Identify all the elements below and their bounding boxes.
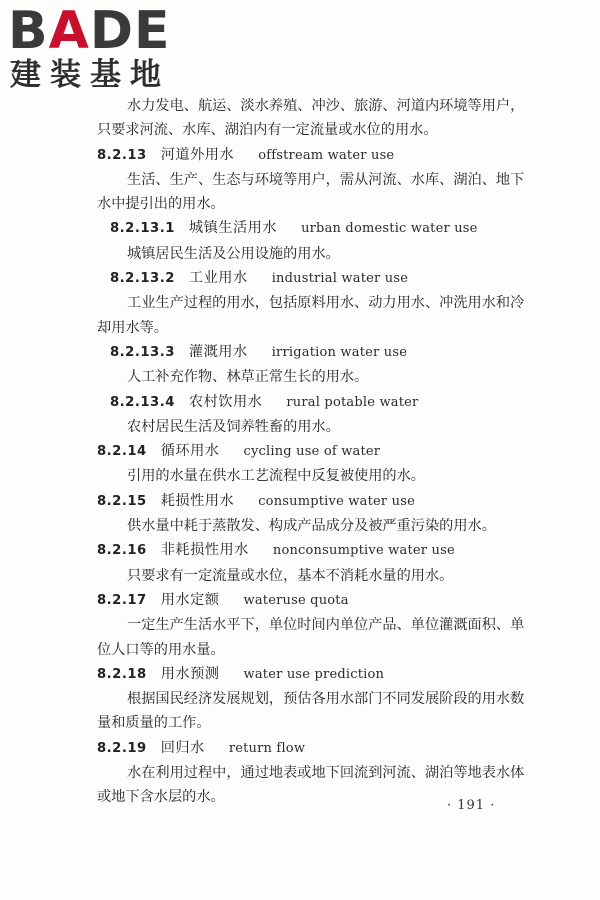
logo-chinese-name: 建装基地 bbox=[10, 57, 170, 93]
term-number: 8.2.13.3 bbox=[110, 344, 175, 360]
term-english: rural potable water bbox=[286, 394, 419, 410]
term-english: urban domestic water use bbox=[301, 221, 478, 237]
term-heading bbox=[97, 439, 527, 464]
term-chinese: 用水定额 bbox=[160, 591, 220, 608]
page-body bbox=[97, 94, 527, 810]
term-chinese: 河道外用水 bbox=[160, 146, 235, 163]
term-number: 8.2.13.4 bbox=[110, 394, 175, 410]
term-number: 8.2.13 bbox=[97, 147, 147, 163]
term-number: 8.2.15 bbox=[97, 493, 147, 509]
term-number: 8.2.18 bbox=[97, 666, 147, 682]
term-number: 8.2.13.1 bbox=[110, 221, 175, 237]
term-heading bbox=[97, 588, 527, 613]
term-chinese: 回归水 bbox=[160, 739, 205, 756]
term-chinese: 用水预测 bbox=[160, 665, 220, 682]
definition-paragraph: 生活、生产、生态与环境等用户，需从河流、水库、湖泊、地下水中提引出的用水。 bbox=[97, 171, 525, 213]
term-heading bbox=[97, 340, 527, 365]
term-heading bbox=[97, 736, 527, 761]
definition-paragraph: 一定生产生活水平下，单位时间内单位产品、单位灌溉面积、单位人口等的用水量。 bbox=[97, 617, 525, 658]
logo-wordmark: BADE bbox=[8, 1, 171, 61]
definition-paragraph: 引用的水量在供水工艺流程中反复被使用的水。 bbox=[127, 468, 425, 485]
definition-paragraph: 工业生产过程的用水，包括原料用水、动力用水、冲洗用水和冷却用水等。 bbox=[97, 295, 525, 336]
term-english: nonconsumptive water use bbox=[272, 543, 455, 559]
term-heading bbox=[97, 216, 527, 241]
term-chinese: 非耗损性用水 bbox=[160, 542, 249, 559]
definition-paragraph: 城镇居民生活及公用设施的用水。 bbox=[127, 245, 340, 262]
term-english: cycling use of water bbox=[243, 444, 381, 460]
term-english: irrigation water use bbox=[271, 344, 408, 360]
term-english: offstream water use bbox=[258, 147, 395, 163]
term-heading bbox=[97, 266, 527, 291]
definition-paragraph: 水在利用过程中，通过地表或地下回流到河流、湖泊等地表水体或地下含水层的水。 bbox=[97, 765, 525, 806]
page-number: · 191 · bbox=[447, 798, 496, 813]
term-chinese: 耗损性用水 bbox=[160, 492, 235, 509]
definition-paragraph: 水力发电、航运、淡水养殖、冲沙、旅游、河道内环境等用户，只要求河流、水库、湖泊内有一定流量或水位的用水。 bbox=[97, 98, 525, 139]
term-number: 8.2.17 bbox=[97, 592, 147, 608]
term-number: 8.2.16 bbox=[97, 543, 147, 559]
term-chinese: 灌溉用水 bbox=[188, 343, 248, 360]
term-heading bbox=[97, 390, 527, 415]
term-chinese: 城镇生活用水 bbox=[188, 220, 278, 237]
term-english: return flow bbox=[228, 740, 306, 756]
definition-paragraph: 根据国民经济发展规划，预估各用水部门不同发展阶段的用水数量和质量的工作。 bbox=[97, 691, 525, 732]
definition-paragraph: 人工补充作物、林草正常生长的用水。 bbox=[127, 369, 369, 386]
term-heading bbox=[97, 143, 527, 168]
term-english: wateruse quota bbox=[243, 592, 349, 608]
term-english: consumptive water use bbox=[258, 493, 415, 509]
term-heading bbox=[97, 662, 527, 687]
term-number: 8.2.19 bbox=[97, 740, 147, 756]
definition-paragraph: 只要求有一定流量或水位，基本不消耗水量的用水。 bbox=[127, 567, 454, 584]
term-english: water use prediction bbox=[243, 666, 385, 682]
term-number: 8.2.13.2 bbox=[110, 271, 175, 287]
definition-paragraph: 农村居民生活及饲养牲畜的用水。 bbox=[127, 418, 340, 435]
term-heading bbox=[97, 489, 527, 514]
term-chinese: 农村饮用水 bbox=[188, 393, 263, 410]
term-english: industrial water use bbox=[271, 271, 409, 287]
term-heading bbox=[97, 538, 527, 563]
term-chinese: 循环用水 bbox=[160, 443, 220, 460]
bade-logo bbox=[8, 1, 178, 94]
term-number: 8.2.14 bbox=[97, 444, 147, 460]
term-chinese: 工业用水 bbox=[188, 270, 248, 287]
definition-paragraph: 供水量中耗于蒸散发、构成产品成分及被严重污染的用水。 bbox=[127, 518, 496, 535]
